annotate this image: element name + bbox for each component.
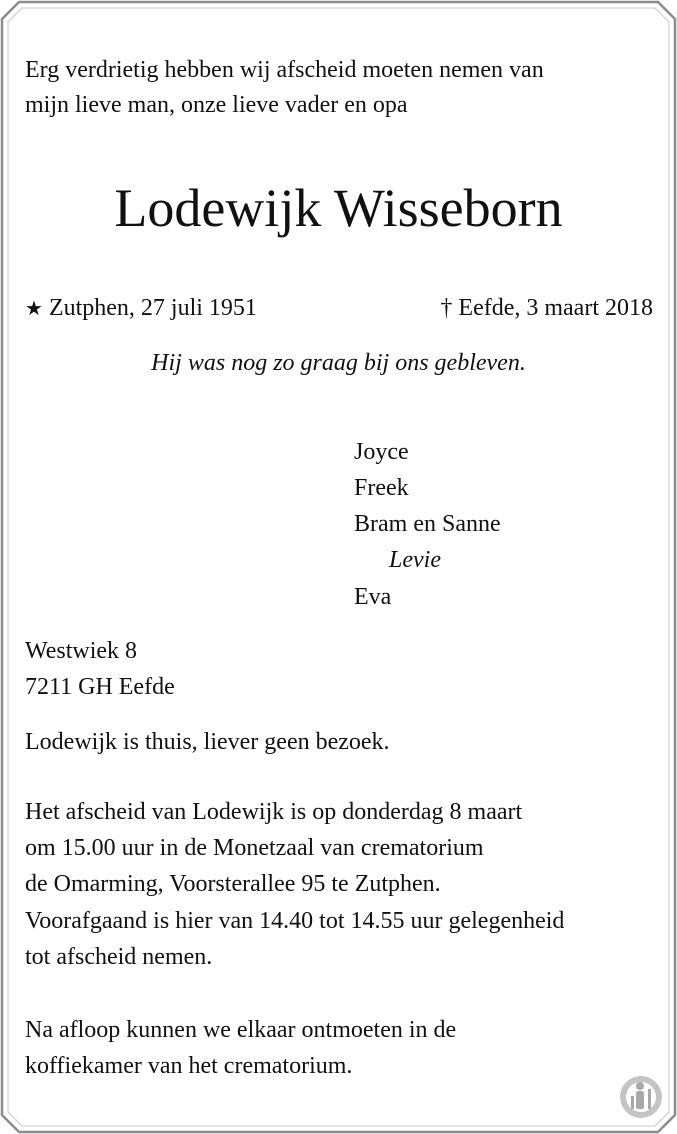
death-info (440, 290, 653, 326)
death-text: Eefde, 3 maart 2018 (458, 295, 653, 321)
publisher-logo-icon (618, 1074, 664, 1120)
address-postal-city: 7211 GH Eefde (25, 674, 175, 700)
farewell-line-2: om 15.00 uur in de Monetzaal van crematorium (25, 835, 484, 861)
quote: Hij was nog zo graag bij ons gebleven. (151, 350, 526, 376)
farewell-line-5: tot afscheid nemen. (25, 944, 213, 970)
birth-star-icon: ★ (25, 296, 43, 320)
after-line-1: Na afloop kunnen we elkaar ontmoeten in de (25, 1017, 457, 1043)
deceased-name: Lodewijk Wisseborn (114, 178, 563, 238)
visit-note: Lodewijk is thuis, liever geen bezoek. (25, 729, 390, 755)
family-member-3: Bram en Sanne (354, 511, 501, 537)
grandchild: Levie (389, 547, 441, 573)
address-street: Westwiek 8 (25, 638, 138, 664)
birth-text: Zutphen, 27 juli 1951 (48, 295, 257, 321)
death-cross-icon: † (440, 295, 453, 321)
intro-line-2: mijn lieve man, onze lieve vader en opa (25, 92, 408, 118)
family-member-2: Freek (354, 475, 409, 501)
farewell-line-3: de Omarming, Voorsterallee 95 te Zutphen. (25, 871, 441, 897)
birth-info (25, 290, 257, 326)
family-member-1: Joyce (354, 439, 409, 465)
farewell-line-4: Voorafgaand is hier van 14.40 tot 14.55 uur gelegenheid (25, 908, 565, 934)
intro-line-1: Erg verdrietig hebben wij afscheid moeten nemen van (25, 57, 544, 83)
family-member-4: Eva (354, 584, 392, 610)
after-line-2: koffiekamer van het crematorium. (25, 1053, 353, 1079)
farewell-line-1: Het afscheid van Lodewijk is op donderdag 8 maart (25, 799, 523, 825)
